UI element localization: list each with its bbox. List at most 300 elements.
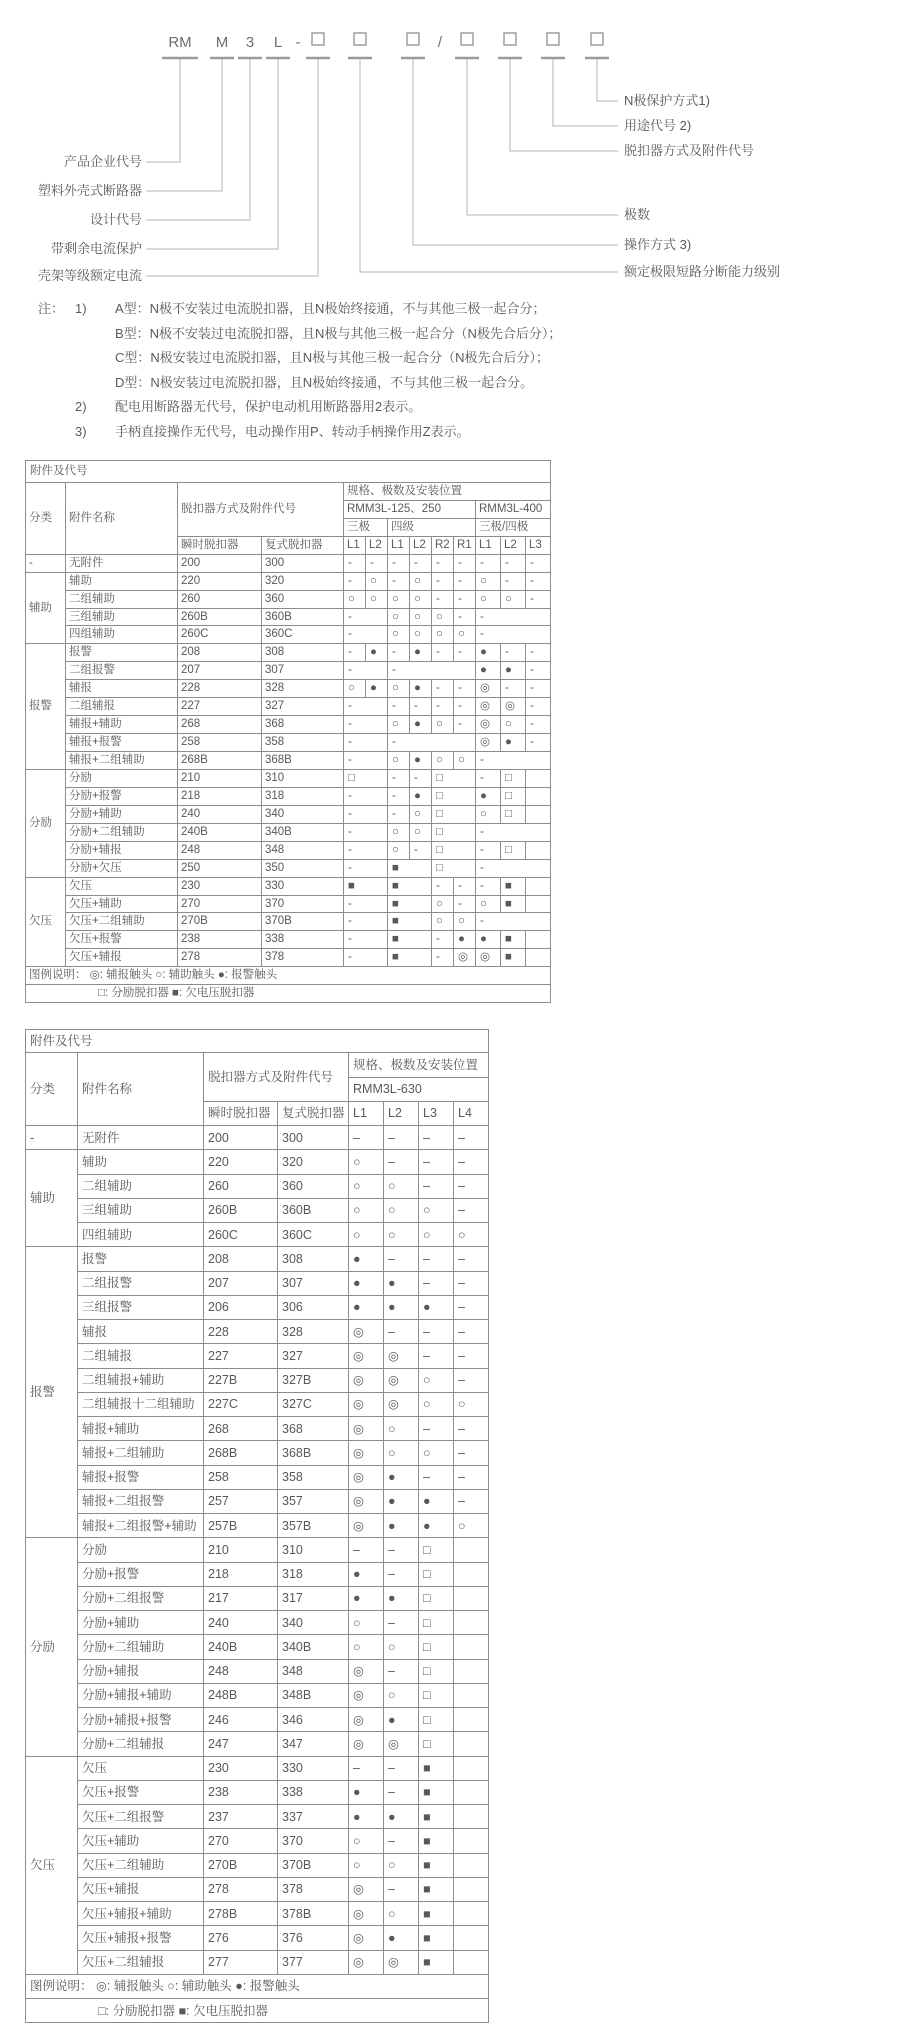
symbol-cell: -	[526, 644, 551, 662]
code-cell: 357	[278, 1489, 349, 1513]
accessory-name-cell: 辅助	[66, 572, 178, 590]
symbol-cell: ■	[501, 949, 526, 967]
symbol-cell: □	[501, 787, 526, 805]
symbol-cell: -	[476, 877, 501, 895]
symbol-cell: ○	[432, 716, 454, 734]
symbol-cell: -	[501, 554, 526, 572]
code-dash: -	[295, 34, 301, 51]
code-cell: 218	[178, 787, 262, 805]
symbol-cell: –	[384, 1126, 419, 1150]
symbol-cell: ◎	[476, 734, 501, 752]
label-release-accessory-code: 脱扣器方式及附件代号	[624, 143, 755, 158]
code-cell: 340	[278, 1611, 349, 1635]
code-box-operation	[407, 33, 419, 45]
symbol-cell: -	[476, 859, 551, 877]
accessory-name-cell: 二组辅报	[78, 1344, 204, 1368]
table-row	[26, 752, 551, 770]
symbol-cell: ○	[410, 572, 432, 590]
symbol-cell: ●	[501, 662, 526, 680]
col-header-position: L3	[526, 536, 551, 554]
symbol-cell: -	[476, 823, 551, 841]
table-row	[26, 1441, 489, 1465]
symbol-cell: ●	[366, 644, 388, 662]
accessory-name-cell: 辅报+二组报警+辅助	[78, 1514, 204, 1538]
code-cell: 260B	[204, 1198, 278, 1222]
symbol-cell: ○	[388, 680, 410, 698]
symbol-cell: ●	[349, 1805, 384, 1829]
symbol-cell	[454, 1926, 489, 1950]
accessory-name-cell: 欠压+辅助	[66, 895, 178, 913]
symbol-cell: □	[419, 1708, 454, 1732]
symbol-cell: ◎	[349, 1877, 384, 1901]
symbol-cell: ◎	[349, 1732, 384, 1756]
symbol-cell	[454, 1611, 489, 1635]
table-row	[26, 734, 551, 752]
symbol-cell: ◎	[384, 1732, 419, 1756]
code-cell: 360	[278, 1174, 349, 1198]
note-prefix: 注：	[38, 301, 65, 316]
note-item-2	[38, 395, 900, 420]
symbol-cell: ■	[344, 877, 388, 895]
symbol-cell: ◎	[349, 1659, 384, 1683]
code-cell: 320	[278, 1150, 349, 1174]
accessory-name-cell: 无附件	[66, 554, 178, 572]
symbol-cell	[526, 769, 551, 787]
code-cell: 338	[262, 931, 344, 949]
note-number: 2)	[75, 399, 87, 414]
symbol-cell: ○	[384, 1174, 419, 1198]
table-row	[26, 1368, 489, 1392]
code-cell: 228	[204, 1320, 278, 1344]
code-cell: 347	[278, 1732, 349, 1756]
table-row	[26, 1974, 489, 1998]
symbol-cell: ■	[419, 1950, 454, 1974]
symbol-cell: -	[410, 698, 432, 716]
accessory-name-cell: 三组辅助	[66, 608, 178, 626]
table-row	[26, 1635, 489, 1659]
table-row	[26, 680, 551, 698]
accessory-name-cell: 三组辅助	[78, 1198, 204, 1222]
symbol-cell: ○	[388, 841, 410, 859]
table-row	[26, 698, 551, 716]
symbol-cell: □	[501, 841, 526, 859]
table-row	[26, 644, 551, 662]
code-cell: 210	[204, 1538, 278, 1562]
code-cell: 270	[178, 895, 262, 913]
accessory-name-cell: 无附件	[78, 1126, 204, 1150]
symbol-cell: -	[432, 680, 454, 698]
symbol-cell: -	[388, 554, 410, 572]
table-row	[26, 1611, 489, 1635]
code-cell: 260	[204, 1174, 278, 1198]
symbol-cell: -	[344, 644, 366, 662]
symbol-cell: ○	[476, 572, 501, 590]
table-row	[26, 572, 551, 590]
symbol-cell: -	[454, 680, 476, 698]
note-line: 手柄直接操作无代号，电动操作用P、转动手柄操作用Z表示。	[115, 423, 470, 439]
col-header-accessory-name: 附件名称	[66, 482, 178, 554]
code-cell: 360B	[278, 1198, 349, 1222]
symbol-cell: ■	[419, 1780, 454, 1804]
symbol-cell: -	[454, 590, 476, 608]
symbol-cell: –	[419, 1417, 454, 1441]
code-cell: 276	[204, 1926, 278, 1950]
symbol-cell: -	[344, 752, 388, 770]
symbol-cell: –	[384, 1538, 419, 1562]
symbol-cell: –	[454, 1295, 489, 1319]
symbol-cell: ◎	[476, 716, 501, 734]
symbol-cell: ●	[410, 787, 432, 805]
symbol-cell: ◎	[476, 949, 501, 967]
symbol-cell: -	[526, 716, 551, 734]
symbol-cell: -	[526, 680, 551, 698]
table-row	[26, 716, 551, 734]
table-row	[26, 1150, 489, 1174]
symbol-cell: -	[388, 572, 410, 590]
accessory-name-cell: 二组辅助	[66, 590, 178, 608]
accessory-name-cell: 分励	[78, 1538, 204, 1562]
table-row	[26, 1465, 489, 1489]
symbol-cell	[526, 805, 551, 823]
code-cell: 348B	[278, 1683, 349, 1707]
accessory-name-cell: 分励+二组辅报	[78, 1732, 204, 1756]
symbol-cell: –	[349, 1126, 384, 1150]
accessory-name-cell: 欠压+二组辅助	[78, 1853, 204, 1877]
symbol-cell: ●	[384, 1708, 419, 1732]
code-cell: 268B	[204, 1441, 278, 1465]
symbol-cell: -	[476, 608, 551, 626]
symbol-cell: -	[388, 787, 410, 805]
col-header-category: 分类	[26, 1053, 78, 1126]
symbol-cell: -	[344, 662, 388, 680]
symbol-cell: ●	[384, 1926, 419, 1950]
symbol-cell	[454, 1538, 489, 1562]
code-cell: 218	[204, 1562, 278, 1586]
symbol-cell: ○	[344, 590, 366, 608]
symbol-cell: -	[344, 554, 366, 572]
label-design-code: 设计代号	[89, 212, 142, 227]
table-row	[26, 931, 551, 949]
code-cell: 368B	[262, 752, 344, 770]
accessory-name-cell: 辅报	[78, 1320, 204, 1344]
table-row	[26, 823, 551, 841]
symbol-cell: –	[419, 1465, 454, 1489]
table-row	[26, 1174, 489, 1198]
symbol-cell: ◎	[501, 698, 526, 716]
code-placeholder-boxes	[312, 33, 603, 45]
symbol-cell: ○	[384, 1683, 419, 1707]
code-segment-m: M	[215, 34, 229, 51]
accessory-name-cell: 分励+二组辅助	[66, 823, 178, 841]
table-row	[26, 1756, 489, 1780]
accessory-name-cell: 欠压+辅报	[66, 949, 178, 967]
col-header-spec: 规格、极数及安装位置	[344, 482, 551, 500]
symbol-cell: -	[344, 698, 388, 716]
code-cell: 210	[178, 769, 262, 787]
accessory-name-cell: 欠压+辅报	[78, 1877, 204, 1901]
symbol-cell: –	[384, 1320, 419, 1344]
symbol-cell: ●	[384, 1586, 419, 1610]
code-cell: 328	[278, 1320, 349, 1344]
symbol-cell: –	[384, 1659, 419, 1683]
label-operation-mode: 操作方式 3)	[624, 237, 692, 252]
symbol-cell: ○	[384, 1441, 419, 1465]
col-header-3-4pole: 三极/四极	[476, 518, 551, 536]
symbol-cell: ○	[419, 1223, 454, 1247]
symbol-cell: –	[349, 1756, 384, 1780]
accessory-name-cell: 二组报警	[66, 662, 178, 680]
symbol-cell: ○	[349, 1198, 384, 1222]
accessory-name-cell: 欠压	[78, 1756, 204, 1780]
symbol-cell: -	[410, 769, 432, 787]
symbol-cell: -	[388, 662, 476, 680]
code-box-release	[504, 33, 516, 45]
code-cell: 268	[178, 716, 262, 734]
note-item-3	[38, 420, 900, 445]
symbol-cell: ◎	[349, 1514, 384, 1538]
code-cell: 376	[278, 1926, 349, 1950]
accessory-table-body	[26, 1126, 489, 2023]
accessory-name-cell: 辅报+报警	[78, 1465, 204, 1489]
legend-cell: □: 分励脱扣器 ■: 欠电压脱扣器	[26, 985, 551, 1003]
symbol-cell: ○	[349, 1223, 384, 1247]
symbol-cell: -	[432, 554, 454, 572]
accessory-name-cell: 分励+二组报警	[78, 1586, 204, 1610]
col-header-compound-release: 复式脱扣器	[278, 1101, 349, 1125]
symbol-cell: ○	[410, 805, 432, 823]
note-number: 1)	[75, 301, 87, 316]
symbol-cell: □	[501, 805, 526, 823]
code-cell: 327C	[278, 1392, 349, 1416]
symbol-cell: ○	[384, 1853, 419, 1877]
col-header-position: L4	[454, 1101, 489, 1125]
symbol-cell: –	[384, 1756, 419, 1780]
code-cell: 257B	[204, 1514, 278, 1538]
label-frame-rated-current: 壳架等级额定电流	[37, 268, 142, 283]
col-header-spec: 规格、极数及安装位置	[349, 1053, 489, 1077]
code-cell: 327	[262, 698, 344, 716]
code-cell: 368B	[278, 1441, 349, 1465]
symbol-cell: ◎	[349, 1368, 384, 1392]
symbol-cell: ■	[501, 895, 526, 913]
code-box-frame-current	[312, 33, 324, 45]
symbol-cell: ●	[476, 931, 501, 949]
col-header-position: L1	[344, 536, 366, 554]
symbol-cell: -	[432, 877, 454, 895]
symbol-cell: ○	[419, 1198, 454, 1222]
symbol-cell: –	[419, 1174, 454, 1198]
symbol-cell: -	[366, 554, 388, 572]
code-cell: 340B	[278, 1635, 349, 1659]
table-row	[26, 1320, 489, 1344]
accessory-name-cell: 辅报+二组辅助	[66, 752, 178, 770]
symbol-cell	[454, 1829, 489, 1853]
symbol-cell: ○	[419, 1368, 454, 1392]
code-slash: /	[437, 34, 443, 51]
code-box-n-pole	[591, 33, 603, 45]
code-segment-3: 3	[245, 34, 255, 51]
code-cell: 310	[262, 769, 344, 787]
symbol-cell: -	[344, 823, 388, 841]
symbol-cell: ○	[384, 1902, 419, 1926]
code-cell: 208	[204, 1247, 278, 1271]
symbol-cell: ○	[419, 1392, 454, 1416]
code-cell: 248	[204, 1659, 278, 1683]
category-cell: 辅助	[26, 1150, 78, 1247]
symbol-cell: -	[410, 554, 432, 572]
symbol-cell: ○	[388, 590, 410, 608]
accessory-name-cell: 分励+辅报+辅助	[78, 1683, 204, 1707]
category-cell: 分励	[26, 1538, 78, 1756]
table-row	[26, 1247, 489, 1271]
symbol-cell: ○	[388, 626, 410, 644]
symbol-cell: ■	[419, 1829, 454, 1853]
note-line: C型：N极安装过电流脱扣器，且N极与其他三极一起合分（N极先合后分）；	[115, 350, 550, 365]
code-cell: 248B	[204, 1683, 278, 1707]
code-cell: 270B	[204, 1853, 278, 1877]
symbol-cell	[454, 1756, 489, 1780]
accessory-name-cell: 二组辅报+辅助	[78, 1368, 204, 1392]
symbol-cell: ■	[419, 1756, 454, 1780]
col-header-position: R2	[432, 536, 454, 554]
code-cell: 360B	[262, 608, 344, 626]
code-cell: 238	[204, 1780, 278, 1804]
note-line: D型：N极安装过电流脱扣器，且N极始终接通，不与其他三极一起合分。	[115, 374, 534, 390]
symbol-cell: -	[476, 752, 551, 770]
symbol-cell: –	[419, 1344, 454, 1368]
table-row	[26, 1562, 489, 1586]
table-row	[26, 769, 551, 787]
table-row	[26, 626, 551, 644]
symbol-cell: -	[344, 572, 366, 590]
symbol-cell: □	[432, 823, 476, 841]
table-row	[26, 859, 551, 877]
col-header-model-400: RMM3L-400	[476, 500, 551, 518]
code-cell: 217	[204, 1586, 278, 1610]
symbol-cell: ○	[454, 913, 476, 931]
symbol-cell: ◎	[349, 1950, 384, 1974]
table-row	[26, 1271, 489, 1295]
symbol-cell: ●	[349, 1295, 384, 1319]
code-cell: 240	[204, 1611, 278, 1635]
accessory-name-cell: 二组辅报	[66, 698, 178, 716]
code-cell: 278	[178, 949, 262, 967]
symbol-cell: ●	[476, 787, 501, 805]
code-cell: 378	[278, 1877, 349, 1901]
table-row	[26, 1538, 489, 1562]
symbol-cell: -	[526, 590, 551, 608]
symbol-cell: ○	[432, 913, 454, 931]
symbol-cell: □	[501, 769, 526, 787]
symbol-cell: ○	[454, 1223, 489, 1247]
code-cell: 368	[278, 1417, 349, 1441]
symbol-cell: □	[419, 1683, 454, 1707]
col-header-position: L3	[419, 1101, 454, 1125]
symbol-cell: ●	[349, 1586, 384, 1610]
accessory-name-cell: 分励+辅报	[66, 841, 178, 859]
code-cell: 228	[178, 680, 262, 698]
symbol-cell: ●	[410, 644, 432, 662]
table-row	[26, 554, 551, 572]
accessory-name-cell: 辅报+二组辅助	[78, 1441, 204, 1465]
accessory-name-cell: 报警	[78, 1247, 204, 1271]
symbol-cell: -	[388, 698, 410, 716]
symbol-cell: ●	[384, 1514, 419, 1538]
accessory-name-cell: 分励+二组辅助	[78, 1635, 204, 1659]
code-cell: 370	[278, 1829, 349, 1853]
table-row	[26, 1683, 489, 1707]
symbol-cell: ○	[432, 752, 454, 770]
symbol-cell: –	[384, 1562, 419, 1586]
code-cell: 277	[204, 1950, 278, 1974]
symbol-cell: □	[432, 841, 476, 859]
symbol-cell: -	[344, 949, 388, 967]
code-cell: 310	[278, 1538, 349, 1562]
symbol-cell	[454, 1853, 489, 1877]
note-text	[115, 297, 900, 395]
model-code-segments	[168, 33, 603, 51]
symbol-cell: ■	[419, 1853, 454, 1877]
symbol-cell	[526, 787, 551, 805]
table-row	[26, 1829, 489, 1853]
code-cell: 368	[262, 716, 344, 734]
symbol-cell: ◎	[349, 1441, 384, 1465]
table-row	[26, 1708, 489, 1732]
symbol-cell: □	[432, 805, 476, 823]
code-cell: 308	[262, 644, 344, 662]
category-cell: 欠压	[26, 877, 66, 967]
symbol-cell	[454, 1902, 489, 1926]
symbol-cell: -	[344, 787, 388, 805]
code-cell: 378	[262, 949, 344, 967]
col-header-accessory-name: 附件名称	[78, 1053, 204, 1126]
accessory-name-cell: 报警	[66, 644, 178, 662]
code-cell: 260C	[204, 1223, 278, 1247]
symbol-cell: -	[454, 716, 476, 734]
symbol-cell: –	[384, 1247, 419, 1271]
symbol-cell: ●	[476, 662, 501, 680]
symbol-cell: –	[454, 1174, 489, 1198]
table-row	[26, 967, 551, 985]
code-cell: 258	[204, 1465, 278, 1489]
symbol-cell	[526, 841, 551, 859]
table-title: 附件及代号	[26, 461, 551, 483]
symbol-cell: –	[419, 1320, 454, 1344]
category-cell: 报警	[26, 1247, 78, 1538]
accessory-name-cell: 辅报	[66, 680, 178, 698]
code-cell: 348	[262, 841, 344, 859]
symbol-cell: –	[349, 1538, 384, 1562]
category-cell: 辅助	[26, 572, 66, 644]
symbol-cell	[454, 1708, 489, 1732]
col-header-position: L2	[410, 536, 432, 554]
symbol-cell: ◎	[476, 680, 501, 698]
symbol-cell: ◎	[349, 1417, 384, 1441]
symbol-cell: ■	[388, 859, 432, 877]
col-header-compound-release: 复式脱扣器	[262, 536, 344, 554]
symbol-cell: -	[432, 644, 454, 662]
code-cell: 360C	[262, 626, 344, 644]
code-cell: 248	[178, 841, 262, 859]
table-row	[26, 787, 551, 805]
symbol-cell: -	[344, 859, 388, 877]
symbol-cell: ◎	[349, 1489, 384, 1513]
table-row	[26, 1877, 489, 1901]
symbol-cell: ●	[349, 1271, 384, 1295]
category-cell: 欠压	[26, 1756, 78, 1974]
label-manufacturer-code: 产品企业代号	[63, 154, 142, 169]
table-row	[26, 1344, 489, 1368]
